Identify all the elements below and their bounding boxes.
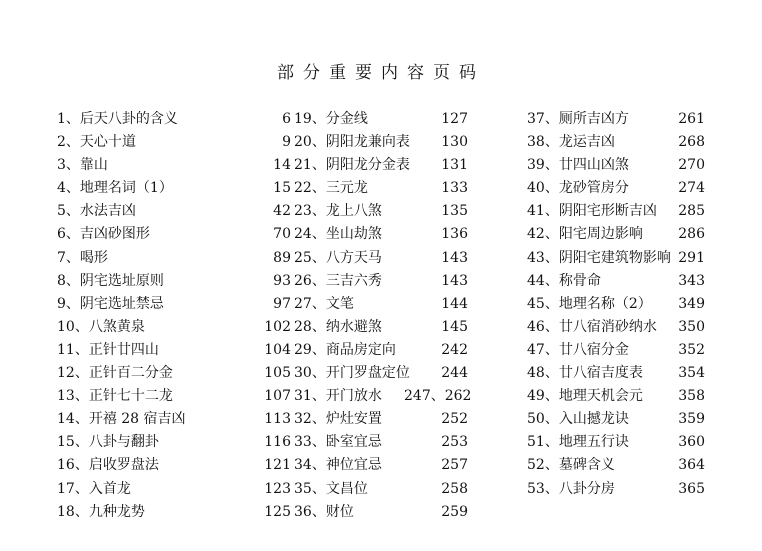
toc-entry-page: 135 [441, 203, 468, 220]
toc-entry-label: 7、喝形 [57, 249, 108, 266]
toc-entry-page: 130 [441, 134, 468, 151]
toc-entry-page: 247、262 [404, 388, 472, 405]
page-title: 部分重要内容页码 [277, 63, 485, 83]
toc-entry-page: 364 [678, 457, 705, 474]
toc-entry-page: 121 [264, 457, 291, 474]
toc-entry-page: 352 [678, 341, 705, 358]
toc-entry-page: 252 [441, 411, 468, 428]
toc-entry-label: 48、廿八宿吉度表 [527, 365, 643, 382]
toc-entry-page: 349 [678, 295, 705, 312]
toc-entry-page: 268 [678, 134, 705, 151]
toc-entry-label: 52、墓碑含义 [527, 457, 615, 474]
toc-entry-label: 20、阴阳龙兼向表 [294, 134, 410, 151]
toc-entry-page: 70 [273, 226, 291, 243]
toc-entry-label: 1、后天八卦的含义 [57, 111, 178, 127]
toc-entry-label: 17、入首龙 [57, 480, 131, 497]
toc-entry-page: 286 [678, 226, 705, 243]
toc-entry-page: 274 [678, 180, 705, 197]
toc-entry-label: 41、阴阳宅形断吉凶 [527, 203, 657, 220]
toc-entry-page: 285 [678, 203, 705, 220]
toc-entry-label: 4、地理名词（1） [57, 180, 173, 197]
toc-entry-label: 50、入山撼龙诀 [527, 411, 629, 428]
toc-entry-label: 22、三元龙 [294, 180, 368, 197]
toc-entry-label: 11、正针廿四山 [57, 341, 159, 358]
toc-entry-label: 27、文笔 [294, 295, 354, 312]
toc-entry-label: 24、坐山劫煞 [294, 226, 382, 243]
toc-entry-page: 107 [264, 388, 291, 405]
toc-entry-label: 46、廿八宿消砂纳水 [527, 318, 657, 335]
toc-entry-label: 19、分金线 [294, 111, 368, 127]
toc-entry-page: 105 [264, 365, 291, 382]
toc-entry-page: 258 [441, 480, 468, 497]
toc-entry-page: 261 [678, 111, 705, 127]
toc-entry-label: 42、阳宅周边影响 [527, 226, 643, 243]
toc-entry-label: 15、八卦与翻卦 [57, 434, 159, 451]
toc-entry-page: 93 [273, 272, 291, 289]
toc-entry-page: 259 [441, 503, 468, 520]
toc-entry-label: 30、开门罗盘定位 [294, 365, 410, 382]
toc-entry-label: 38、龙运吉凶 [527, 134, 615, 151]
toc-entry-page: 145 [441, 318, 468, 335]
toc-entry-label: 45、地理名称（2） [527, 295, 652, 312]
toc-entry-label: 53、八卦分房 [527, 480, 615, 497]
toc-entry-page: 116 [264, 434, 291, 451]
toc-entry-page: 244 [441, 365, 468, 382]
toc-entry-page: 125 [264, 503, 291, 520]
toc-entry-page: 113 [264, 411, 291, 428]
toc-entry-label: 49、地理天机会元 [527, 388, 643, 405]
toc-entry-page: 15 [273, 180, 291, 197]
toc-entry-page: 14 [273, 157, 291, 174]
toc-entry-label: 51、地理五行诀 [527, 434, 629, 451]
toc-entry-page: 343 [678, 272, 705, 289]
toc-entry-page: 143 [441, 249, 468, 266]
toc-entry-label: 39、廿四山凶煞 [527, 157, 629, 174]
toc-entry-page: 257 [441, 457, 468, 474]
toc-entry-label: 28、纳水避煞 [294, 318, 382, 335]
toc-entry-label: 21、阴阳龙分金表 [294, 157, 410, 174]
toc-entry-label: 18、九种龙势 [57, 503, 145, 520]
toc-entry-page: 136 [441, 226, 468, 243]
toc-entry-label: 6、吉凶砂图形 [57, 226, 150, 243]
toc-entry-page: 253 [441, 434, 468, 451]
toc-entry-page: 350 [678, 318, 705, 335]
toc-entry-page: 365 [678, 480, 705, 497]
toc-entry-page: 143 [441, 272, 468, 289]
toc-entry-label: 3、靠山 [57, 157, 108, 174]
toc-entry-page: 6 [282, 111, 291, 127]
toc-entry-label: 12、正针百二分金 [57, 365, 173, 382]
toc-entry-label: 47、廿八宿分金 [527, 341, 629, 358]
toc-entry-label: 26、三吉六秀 [294, 272, 382, 289]
toc-entry-label: 31、开门放水 [294, 388, 382, 405]
toc-entry-label: 25、八方天马 [294, 249, 382, 266]
toc-entry-page: 131 [441, 157, 468, 174]
toc-entry-label: 10、八煞黄泉 [57, 318, 145, 335]
toc-entry-page: 127 [441, 111, 468, 127]
toc-entry-label: 37、厕所吉凶方 [527, 111, 629, 127]
toc-entry-page: 97 [273, 295, 291, 312]
toc-entry-page: 144 [441, 295, 468, 312]
toc-entry-page: 242 [441, 341, 468, 358]
toc-entry-page: 123 [264, 480, 291, 497]
toc-entry-label: 8、阴宅选址原则 [57, 272, 164, 289]
toc-entry-label: 9、阴宅选址禁忌 [57, 295, 164, 312]
toc-entry-label: 14、开禧 28 宿吉凶 [57, 411, 186, 428]
toc-entry-label: 40、龙砂管房分 [527, 180, 629, 197]
toc-entry-page: 354 [678, 365, 705, 382]
toc-entry-page: 9 [282, 134, 291, 151]
toc-entry-label: 33、卧室宜忌 [294, 434, 382, 451]
toc-entry-label: 16、启收罗盘法 [57, 457, 159, 474]
toc-entry-label: 23、龙上八煞 [294, 203, 382, 220]
toc-entry-page: 104 [264, 341, 291, 358]
toc-entry-page: 291 [678, 249, 705, 266]
toc-entry-page: 89 [273, 249, 291, 266]
toc-entry-page: 102 [264, 318, 291, 335]
toc-entry-label: 5、水法吉凶 [57, 203, 136, 220]
toc-entry-label: 35、文昌位 [294, 480, 368, 497]
toc-entry-page: 358 [678, 388, 705, 405]
toc-entry-label: 32、炉灶安置 [294, 411, 382, 428]
toc-entry-label: 2、天心十道 [57, 134, 136, 151]
toc-entry-page: 270 [678, 157, 705, 174]
toc-entry-label: 43、阴阳宅建筑物影响 [527, 249, 671, 266]
toc-entry-label: 34、神位宜忌 [294, 457, 382, 474]
toc-entry-label: 29、商品房定向 [294, 341, 396, 358]
toc-entry-label: 13、正针七十二龙 [57, 388, 173, 405]
toc-entry-page: 359 [678, 411, 705, 428]
toc-entry-page: 360 [678, 434, 705, 451]
toc-entry-label: 36、财位 [294, 503, 354, 520]
toc-entry-page: 42 [273, 203, 291, 220]
toc-entry-label: 44、称骨命 [527, 272, 601, 289]
toc-entry-page: 133 [441, 180, 468, 197]
